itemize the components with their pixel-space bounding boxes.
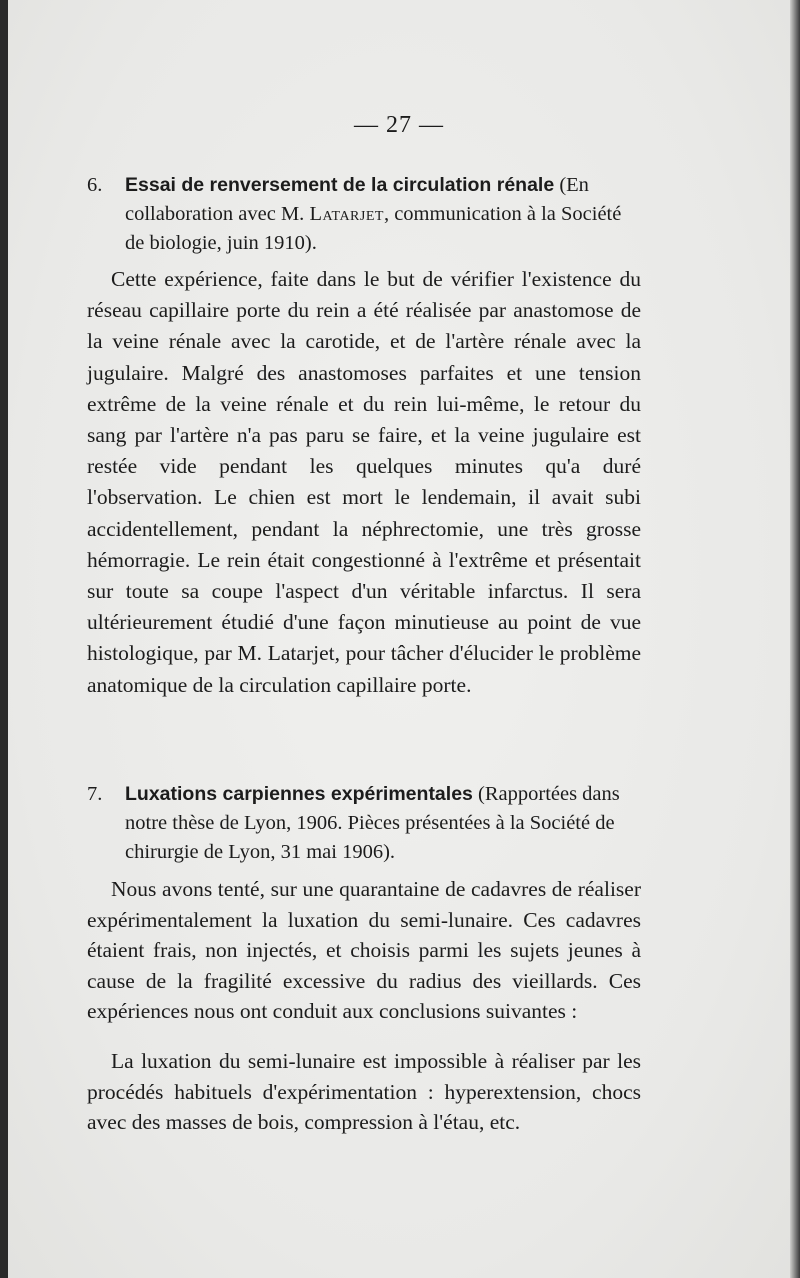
paragraph-cadavers: Nous avons tenté, sur une quarantaine de cadavres de réaliser expérimentalement la luxation du semi-lunaire. Ces cadavres étaient frais, non injectés, et choisis parmi les sujets jeunes à cause de la fragilité excessive du radius des vieillards. Ces expériences nous ont conduit aux conclusions suivantes : (87, 877, 641, 1024)
entry-number: 7. (87, 783, 103, 805)
page-number: — 27 — (354, 112, 444, 138)
entry-author: Latarjet (309, 203, 384, 225)
page-sheet (8, 0, 790, 1278)
entry-text (125, 780, 637, 867)
entry-note: (En collaboration avec M. (125, 174, 589, 225)
entry-title: Essai de renversement de la circulation rénale (125, 174, 555, 196)
paragraph-conclusion: La luxation du semi-lunaire est impossible à réaliser par les procédés habituels d'expérimentation : hyperextension, chocs avec des masses de bois, compression à l'étau, etc. (87, 1049, 641, 1135)
entry-text (125, 171, 637, 258)
paragraph-experiment: Cette expérience, faite dans le but de vérifier l'existence du réseau capillaire porte du rein a été réalisée par anastomose de la veine rénale avec la carotide, et de l'artère rénale avec la jugulaire. Malgré des anastomoses parfaites et une tension extrême de la veine rénale et du rein lui-même, le retour du sang par l'artère n'a pas paru se faire, et la veine jugulaire est restée vide pendant les quelques minutes qu'a duré l'observation. Le chien est mort le lendemain, il avait subi accidentellement, pendant la néphrectomie, une très grosse hémorragie. Le rein était congestionné à l'extrême et présentait sur toute sa coupe l'aspect d'un véritable infarctus. Il sera ultérieurement étudié d'une façon minutieuse au point de vue histologique, par M. Latarjet, pour tâcher d'élucider le problème anatomique de la circulation capillaire porte. (87, 267, 641, 697)
entry-note: (Rapportées dans notre thèse de Lyon, 1906. Pièces présentées à la Société de chirurgie de Lyon, 31 mai 1906). (125, 783, 620, 863)
entry-7 (87, 780, 637, 867)
entry-title: Luxations carpiennes expérimentales (125, 783, 473, 805)
entry-note-end: , communication à la Société de biologie, juin 1910). (125, 203, 622, 254)
entry-6 (87, 171, 637, 258)
entry-number: 6. (87, 174, 103, 196)
page-edge-shadow (790, 0, 800, 1278)
